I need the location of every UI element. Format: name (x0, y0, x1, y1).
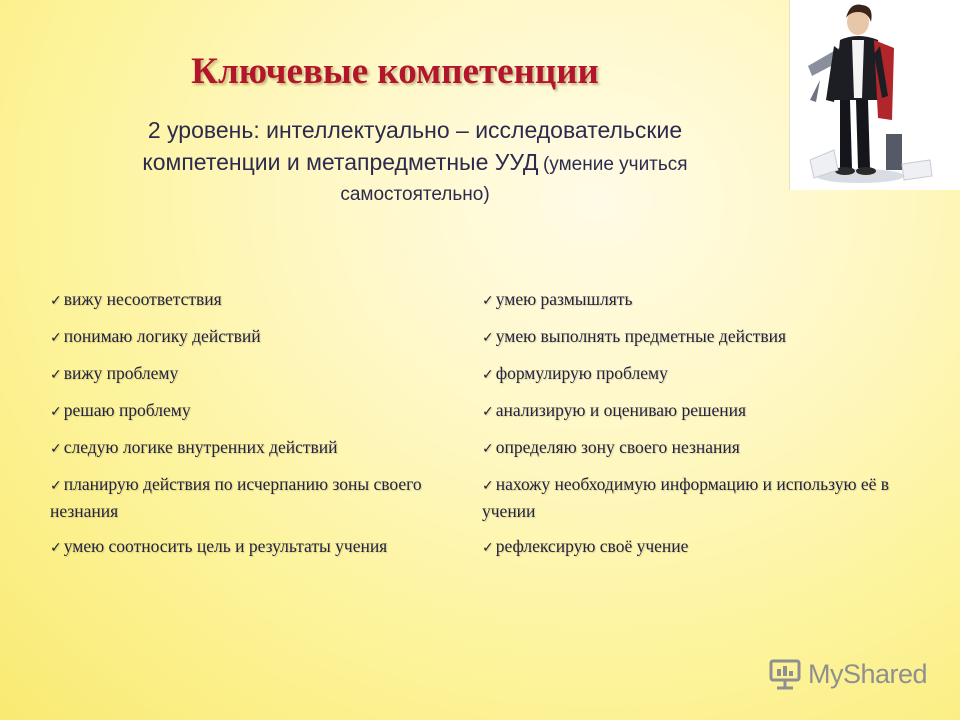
list-item: ✓ умею выполнять предметные действия (482, 326, 787, 346)
check-icon: ✓ (482, 441, 494, 457)
student-photo (789, 0, 960, 190)
check-icon: ✓ (50, 540, 62, 556)
subtitle-line-2-paren: (умение учиться (542, 154, 688, 175)
check-icon: ✓ (50, 404, 62, 420)
list-item: ✓ формулирую проблему (482, 363, 668, 383)
check-icon: ✓ (50, 330, 62, 346)
check-icon: ✓ (50, 478, 62, 494)
check-icon: ✓ (482, 330, 494, 346)
right-competency-list (482, 287, 902, 571)
check-icon: ✓ (50, 293, 62, 309)
list-item: ✓ планирую действия по исчерпанию зоны своего незнания (50, 474, 422, 521)
check-icon: ✓ (482, 404, 494, 420)
list-item: ✓ рефлексирую своё учение (482, 536, 689, 556)
list-item: ✓ вижу несоответствия (50, 289, 222, 309)
list-item: ✓ умею размышлять (482, 289, 633, 309)
check-icon: ✓ (50, 441, 62, 457)
presentation-board-icon (768, 657, 802, 691)
list-item: ✓ нахожу необходимую информацию и использую её в учении (482, 474, 890, 521)
list-item: ✓ понимаю логику действий (50, 326, 261, 346)
subtitle-line-3: самостоятельно) (340, 184, 490, 205)
student-figure-icon (790, 0, 960, 190)
subtitle-line-2: компетенции и метапредметные УУД (142, 149, 539, 175)
check-icon: ✓ (482, 478, 494, 494)
slide-subtitle (40, 116, 790, 210)
list-item: ✓ анализирую и оцениваю решения (482, 400, 747, 420)
list-item: ✓ решаю проблему (50, 400, 191, 420)
list-item: ✓ определяю зону своего незнания (482, 437, 740, 457)
list-item: ✓ вижу проблему (50, 363, 179, 383)
check-icon: ✓ (482, 367, 494, 383)
left-competency-list (50, 287, 450, 571)
check-icon: ✓ (482, 293, 494, 309)
list-item: ✓ следую логике внутренних действий (50, 437, 338, 457)
watermark-text: MyShared (808, 658, 928, 689)
myshared-watermark (768, 654, 927, 694)
check-icon: ✓ (50, 367, 62, 383)
list-item: ✓ умею соотносить цель и результаты учения (50, 536, 388, 556)
subtitle-line-1: 2 уровень: интеллектуально – исследовательские (147, 117, 683, 143)
check-icon: ✓ (482, 540, 494, 556)
slide-title: Ключевые компетенции (191, 51, 599, 92)
